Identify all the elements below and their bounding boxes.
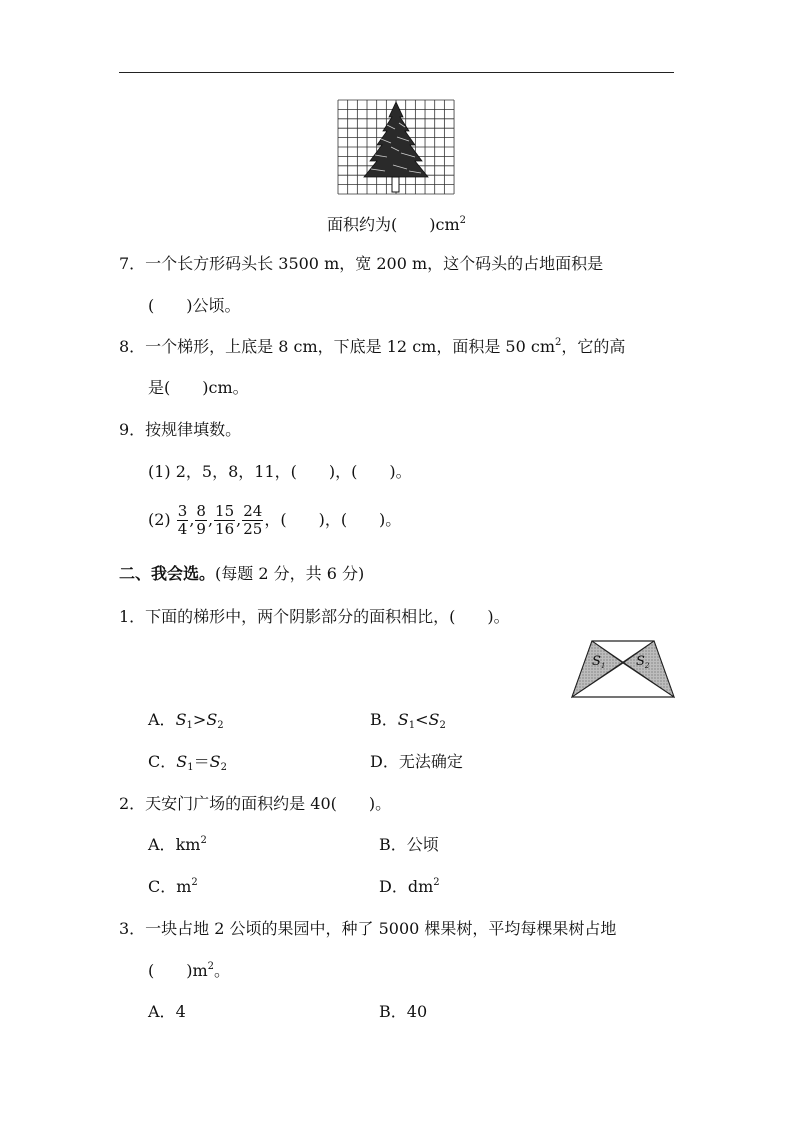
choice-2-option-c[interactable]: C．$m^2$	[148, 877, 198, 896]
fraction-1: $\frac{3}{4}$	[177, 502, 188, 538]
choice-2-option-a[interactable]: A．$km^2$	[148, 835, 207, 854]
choice-2-option-d[interactable]: D．$dm^2$	[379, 877, 440, 896]
section-2-heading: 二、我会选。(每题 2 分，共 6 分)	[119, 564, 365, 583]
choice-1-option-b[interactable]: B．$S_1<S_2$	[370, 710, 446, 731]
choice-question-3-stem-line2: ( )$m^2$。	[148, 961, 231, 980]
choice-2-option-b[interactable]: B．公顷	[379, 835, 439, 854]
choice-1-option-c[interactable]: C．$S_1=S_2$	[148, 752, 227, 773]
choice-1-option-d[interactable]: D．无法确定	[370, 752, 463, 771]
choice-3-option-a[interactable]: A．4	[148, 1002, 186, 1021]
choice-3-option-b[interactable]: B．40	[379, 1002, 428, 1021]
question-8-line1: 8．一个梯形，上底是 8 cm，下底是 12 cm，面积是 50 $cm^2$，它的高	[119, 337, 626, 356]
choice-question-2-stem: 2．天安门广场的面积约是 40( )。	[119, 794, 392, 813]
tree-area-caption: 面积约为( )$cm^2$	[327, 215, 466, 234]
question-7-line1: 7．一个长方形码头长 3500 m，宽 200 m，这个码头的占地面积是	[119, 254, 604, 273]
question-9-sequence-2: (2) $\frac{3}{4}$ , $\frac{8}{9}$ , $\frac{15}{16}$ , $\frac{24}{25}$ ，( )，( )。	[148, 502, 402, 538]
s1-label: $S_1$	[592, 654, 606, 670]
s2-label: $S_2$	[636, 654, 650, 670]
choice-1-option-a[interactable]: A．$S_1>S_2$	[148, 710, 224, 731]
fraction-4: $\frac{24}{25}$	[243, 502, 263, 538]
question-9-title: 9．按规律填数。	[119, 420, 242, 439]
header-rule	[119, 72, 674, 73]
tree-grid-figure	[337, 99, 455, 195]
choice-question-1-stem: 1．下面的梯形中，两个阴影部分的面积相比，( )。	[119, 607, 510, 626]
question-7-line2: ( )公顷。	[148, 296, 241, 315]
question-8-line2: 是( )cm。	[148, 378, 249, 397]
fraction-2: $\frac{8}{9}$	[196, 502, 206, 538]
fraction-3: $\frac{15}{16}$	[215, 502, 235, 538]
choice-question-3-stem: 3．一块占地 2 公顷的果园中，种了 5000 棵果树，平均每棵果树占地	[119, 919, 617, 938]
trapezoid-figure	[570, 638, 676, 700]
question-9-sequence-1: (1) 2，5，8，11，( )，( )。	[148, 462, 412, 481]
